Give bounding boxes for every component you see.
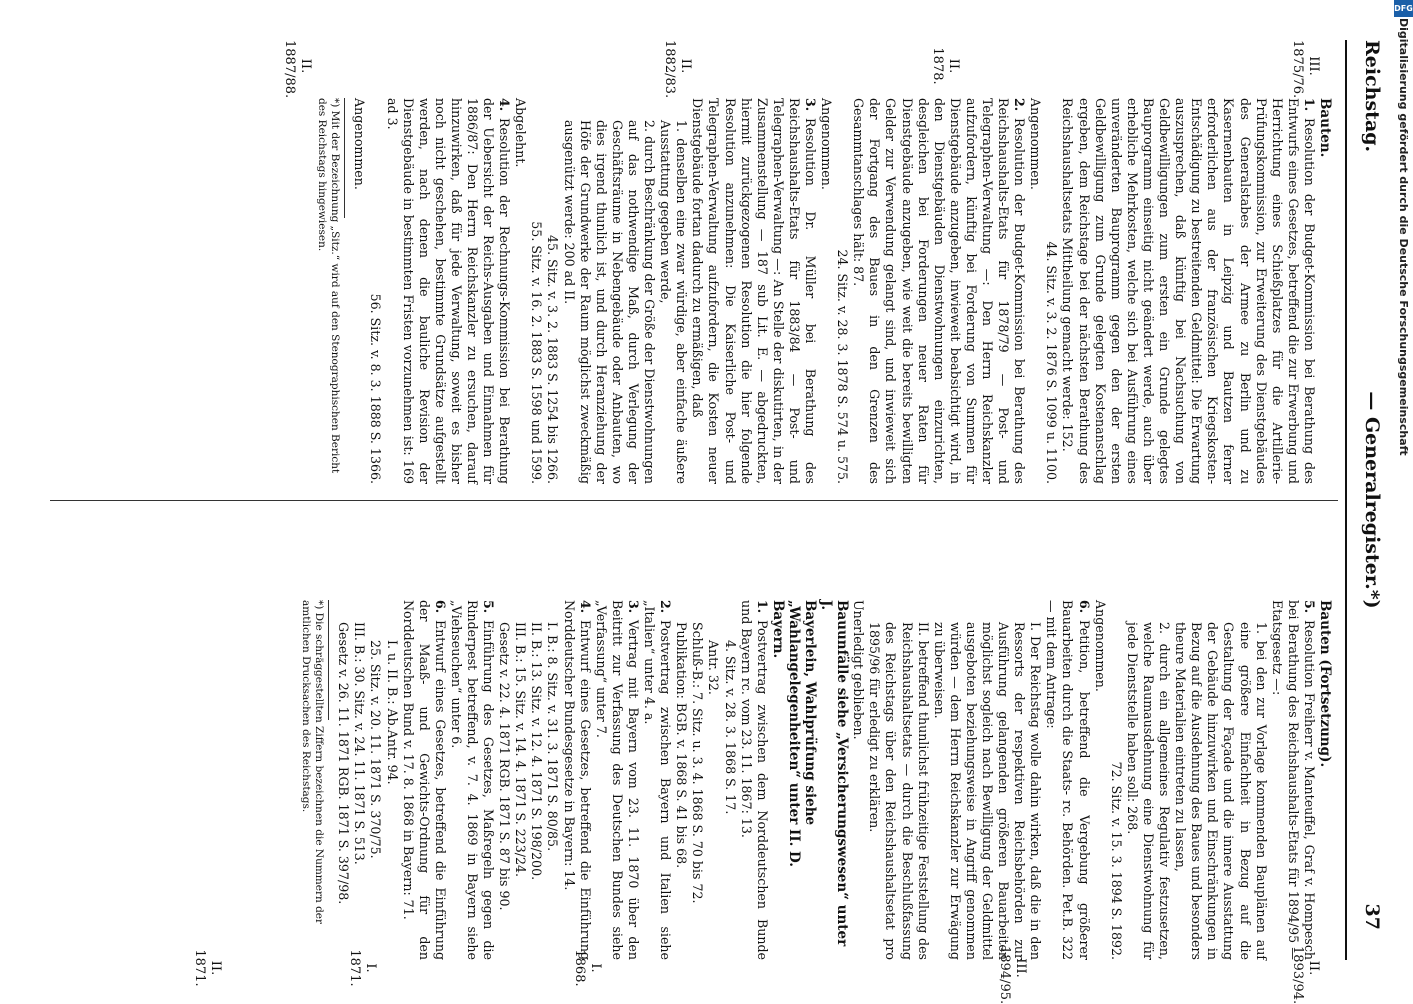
- entry-text: Einführung des Gesetzes, Maßregeln gegen die Rinderpest betreffend, v. 7. 4. 1869 in Bayern siehe „Viehseuchen“ unter 6.: [448, 600, 497, 960]
- header-left: Reichstag.: [1361, 40, 1383, 153]
- entry-subitem: II. betreffend thunlichst frühzeitige Feststellung des Reichshaushaltsetats — durch die Beschlußfassung des Reichstags über den Reichshaushaltsetat pro 1895/96 für erledigt zu erklären.: [867, 622, 931, 960]
- margin-session: II.: [298, 58, 313, 74]
- entry-subitem: 1. bei den zur Vorlage kommenden Bauplänen auf eine größere Einfachheit in Bezug auf die Gestaltung der Façade und die innere Ausstattung der Gebäude hinzuwirken und Einschränkungen in Bezug auf die Ausdehnung des Baues und besonders theure Materialien eintreten zu lassen,: [1173, 622, 1269, 960]
- margin-note-bayern-4: [346, 946, 378, 990]
- entry-text: Resolution der Rechnungs-Kommission bei Berathung der Uebersicht der Reichs-Ausgaben und Einnahmen für 1886/87: Den Herrn Reichskanzler zu ersuchen, darauf hinzuwirken, daß für jede Verwaltung, soweit es bisher noch nicht geschehen, bestimmte Grundsätze aufgestellt werden, nach denen die bauliche Revision der Dienstgebäude in bestimmten Fristen vorzunehmen ist: 169 ad 3.: [384, 98, 513, 484]
- entry-reference: II. B.: 13. Sitz. v. 12. 4. 1871 S. 198/200.: [529, 622, 545, 881]
- margin-note-4: [281, 40, 313, 99]
- entry-subitem: I. Der Reichstag wolle dahin wirken, daß die in den Ressorts der respektiven Reichsbehörden zur Ausführung gelangenden größeren Bauarbeiten möglichst sogleich nach Bewilligung der Geldmittel ausgeboten beziehungsweise in Angriff genommen würden — dem Herrn Reichskanzler zur Erwägung zu überweisen.: [931, 622, 1044, 960]
- entry-reference: 55. Sitz. v. 16. 2. 1883 S. 1598 und 1599.: [529, 221, 545, 484]
- dfg-logo: DFG: [1394, 0, 1413, 17]
- header-rule: [1345, 40, 1347, 960]
- margin-year: 1878.: [930, 47, 945, 85]
- entry-reference: 56. Sitz. v. 8. 3. 1888 S. 1366.: [368, 293, 384, 484]
- entry-text: Entwurf eines Gesetzes, betreffend die Einführung der Maaß- und Gewichts-Ordnung für den Norddeutschen Bund v. 17. 8. 1868 in Bayern: 71.: [400, 600, 448, 960]
- entry-number: 4.: [497, 98, 513, 112]
- entry-result: Angenommen.: [1028, 98, 1044, 190]
- bayern-entry-2: [641, 600, 673, 960]
- right-column: [299, 600, 1333, 960]
- entry-text: Postvertrag zwischen dem Norddeutschen Bunde und Bayern rc. vom 23. 11. 1867: 13.: [738, 600, 770, 960]
- entry-reference: Gesetz v. 26. 11. 1871 RGB. 1871 S. 397/98.: [336, 622, 352, 905]
- footnote-left: *) Mit der Bezeichnung „Sitz.“ wird auf den Stenographischen Bericht des Reichstags hingewiesen.: [316, 98, 342, 474]
- bayerlein-entry: Bayerlein, Wahlprüfung siehe „Wahlangelegenheiten“ unter II. D.: [785, 600, 818, 867]
- margin-session: I.: [363, 963, 378, 973]
- entry-number: 4.: [577, 600, 593, 614]
- entry-reference: 25. Sitz. v. 20. 11. 1871 S. 370/75.: [368, 640, 384, 859]
- entry-reference: Publikation: BGB. v. 1868 S. 41 bis 68.: [674, 622, 690, 869]
- entry-number: 5.: [1301, 600, 1317, 614]
- entry-reference: Schluß-B.: 7. Sitz. u. 3. 4. 1868 S. 70 bis 72.: [690, 622, 706, 904]
- entry-text: Petition, betreffend die Vergebung größerer Bauarbeiten durch die Staats- rc. Behörden. Pet.B. 322 — mit dem Antrage:: [1044, 600, 1092, 960]
- margin-year: 1875/76.: [1290, 40, 1305, 99]
- section-heading-bauten-cont: Bauten (Fortsetzung).: [1317, 600, 1333, 768]
- footnote-right: *) Die schräggestellten Ziffern bezeichnen die Nummern der amtlichen Drucksachen des Reichstags.: [300, 600, 326, 925]
- margin-session: II.: [208, 960, 223, 976]
- margin-year: 1887/88.: [282, 40, 297, 99]
- digitization-text: Digitalisierung gefördert durch die Deutsche Forschungsgemeinschaft: [1397, 18, 1410, 456]
- margin-year: 1894/95.: [997, 946, 1012, 1004]
- entry-reference: 4. Sitz. v. 28. 3. 1868 S. 17.: [722, 640, 738, 815]
- section-heading-bauten: Bauten.: [1317, 98, 1333, 158]
- entry-number: 3.: [625, 600, 641, 614]
- footnote-rule: [344, 98, 345, 218]
- entry-text: Vertrag mit Bayern vom 23. 11. 1870 über den Beitritt zur Verfassung des Deutschen Bundes siehe „Verfassung“ unter 7.: [593, 600, 641, 960]
- margin-note-2: [929, 40, 961, 92]
- entry-reference: 72. Sitz. v. 15. 3. 1894 S. 1892.: [1108, 761, 1124, 960]
- entry-reference: Gesetz v. 22. 4. 1871 RGB. 1871 S. 87 bis 90.: [497, 622, 513, 911]
- entry-result: Unerledigt geblieben.: [851, 600, 867, 740]
- entry-number: 1.: [1301, 98, 1317, 112]
- entry-result: Abgelehnt.: [513, 98, 529, 168]
- entry-reference: III. B.: 15. Sitz. v. 14. 4. 1871 S. 223/24.: [513, 622, 529, 878]
- entry-2: [818, 98, 1027, 484]
- entry-subitem: 2. durch ein allgemeines Regulativ festzusetzen, welche Raumausdehnung eine Dienstwohnung für jede Dienststelle haben soll: 268.: [1124, 622, 1173, 960]
- footnote-rule: [328, 600, 329, 720]
- entry-reference: Antr. 32.: [706, 640, 722, 695]
- entry-text: Resolution Freiherr v. Manteuffel, Graf v. Hompesch bei Berathung des Reichshaushalts-Etats für 1894/95 — Etatsgesetz —:: [1269, 600, 1317, 960]
- entry-text: Resolution der Budget-Kommission bei Berathung des Reichshaushalts-Etats für 1878/79 — Post- und Telegraphen-Verwaltung —: Den Herrn Reichskanzler aufzufordern, künftig bei Forderung von Summen für Dienstgebäude anzugeben, inwieweit beabsichtigt wird, in den Dienstgebäuden Dienstwohnungen einzurichten, desgleichen bei Forderungen neuer Raten für Dienstgebäude anzugeben, wie weit die bereits bewilligten Gelder zur Verwendung gelangt sind, und inwieweit sich der Fortgang des Baues in den Grenzen des Gesammtanschlages hält: 87.: [851, 98, 1028, 484]
- entry-subitem: 2. durch Beschränkung der Größe der Dienstwohnungen auf das nothwendige Maß, durch Verlegung der Geschäftsräume in Nebengebäude oder Anbauten, wo dies irgend thunlich ist, und durch Heranziehung der Höfe der Grundwerke der Raum möglichst zweckmäßig ausgenützt werde: 200 ad II.: [561, 120, 658, 484]
- entry-subitem: 1. denselben eine zwar würdige, aber einfache äußere Ausstattung gegeben werde,: [658, 120, 690, 484]
- margin-session: III.: [1013, 958, 1028, 978]
- entry-number: 6.: [1076, 600, 1092, 614]
- entry-reference: 45. Sitz. v. 3. 2. 1883 S. 1254 bis 1266.: [545, 235, 561, 484]
- margin-note-bayern-1: [571, 946, 603, 990]
- margin-year: 1871.: [192, 949, 207, 987]
- margin-session: II.: [678, 58, 693, 74]
- entry-6: [850, 600, 1091, 960]
- entry-result: Angenommen.: [819, 98, 835, 190]
- entry-result: Angenommen.: [1092, 600, 1108, 692]
- margin-note-6: [996, 946, 1028, 1004]
- bauunfaelle-entry: Bauunfälle siehe „Versicherungswesen“ unter J.: [818, 600, 851, 947]
- left-column: [315, 98, 1333, 484]
- entry-reference: I. u. II. B.: Ab.Antr. 94.: [384, 640, 400, 785]
- header-center: — Generalregister.*): [1361, 391, 1383, 609]
- bayern-entry-4: [496, 600, 593, 960]
- entry-number: 2.: [1012, 98, 1028, 112]
- margin-session: III.: [1306, 56, 1321, 76]
- margin-note-5: [1289, 946, 1321, 1004]
- entry-number: 1.: [754, 600, 770, 614]
- margin-note-1: [1289, 40, 1321, 99]
- entry-number: 6.: [432, 600, 448, 614]
- entry-reference: III. B.: 30. Sitz. v. 24. 11. 1871 S. 513.: [352, 622, 368, 865]
- entry-3: [512, 98, 818, 484]
- entry-number: 5.: [481, 600, 497, 614]
- entry-text: Postvertrag zwischen Bayern und Italien siehe „Italien“ unter 4. a.: [642, 600, 674, 960]
- margin-year: 1868.: [572, 949, 587, 987]
- entry-1: [1027, 98, 1317, 484]
- entry-4: [351, 98, 512, 484]
- margin-year: 1871.: [347, 949, 362, 987]
- bayern-entry-1: [673, 600, 770, 960]
- margin-year: 1893/94.: [1290, 946, 1305, 1004]
- bayern-entry-3: [593, 600, 641, 960]
- margin-year: 1882/83.: [662, 40, 677, 99]
- entry-text: Resolution der Budget-Kommission bei Berathung des Entwurfs eines Gesetzes, betreffend die zur Erwerbung und Herrichtung eines Schießplatzes für die Artillerie-Prüfungskommission, zur Erweiterung des Dienstgebäudes des Generalstabes der Armee zu Berlin und zu Kasernenbauten in Leipzig und Bautzen ferner erforderlichen aus der französischen Kriegskosten-Entschädigung zu bestreitenden Geldmittel: Die Erwartung auszusprechen, daß künftig bei Nachsuchung von Geldbewilligungen zum ersten ein Grunde gelegtes Bauprogramm einseitig nicht geändert werde, auch über erhebliche Mehrkosten, welche sich bei Ausführung eines unveränderten Bauprogramm gegen den der ersten Geldbewilligung zum Grunde gelegten Kostenanschlag ergeben, dem Reichstage bei der nächsten Berathung des Reichshaushaltsetats Mittheilung gemacht werde: 152.: [1060, 98, 1317, 484]
- margin-session: I.: [588, 963, 603, 973]
- entry-reference: I. B.: 8. Sitz. v. 31. 3. 1871 S. 80/85.: [545, 622, 561, 852]
- bayern-entry-6: [335, 600, 448, 960]
- entry-number: 2.: [658, 600, 674, 614]
- column-separator: [50, 500, 1338, 501]
- section-heading-bayern: Bayern.: [769, 600, 786, 659]
- entry-number: 3.: [803, 98, 818, 112]
- margin-note-3: [661, 40, 693, 99]
- margin-note-bayern-6: [191, 946, 223, 990]
- entry-reference: 24. Sitz. v. 28. 3. 1878 S. 574 u. 575.: [835, 249, 851, 484]
- entry-reference: 44. Sitz. v. 3. 2. 1876 S. 1099 u. 1100.: [1044, 241, 1060, 484]
- entry-text: Entwurf eines Gesetzes, betreffend die Einführung Norddeutscher Bundesgesetze in Bayern: 14.: [561, 600, 593, 960]
- entry-result: Angenommen.: [352, 98, 368, 190]
- entry-5: [1092, 600, 1317, 960]
- entry-text: Resolution Dr. Müller bei Berathung des Reichshaushalts-Etats für 1883/84 — Post- und Telegraphen-Verwaltung —: An Stelle der diskutirten, in der Zusammenstellung — 187 sub Lit. E. — abgedruckten, hiermit zurückgezogenen Resolution die hier folgende Resolution anzunehmen: Die Kaiserliche Post- und Telegraphen-Verwaltung aufzufordern, die Kosten neuer Dienstgebäude fortan dadurch zu ermäßigen, daß: [690, 98, 818, 484]
- margin-session: II.: [946, 58, 961, 74]
- margin-session: II.: [1306, 960, 1321, 976]
- page-number: 37: [1361, 903, 1383, 930]
- bayern-entry-5: [448, 600, 496, 960]
- page-header: [1343, 40, 1383, 960]
